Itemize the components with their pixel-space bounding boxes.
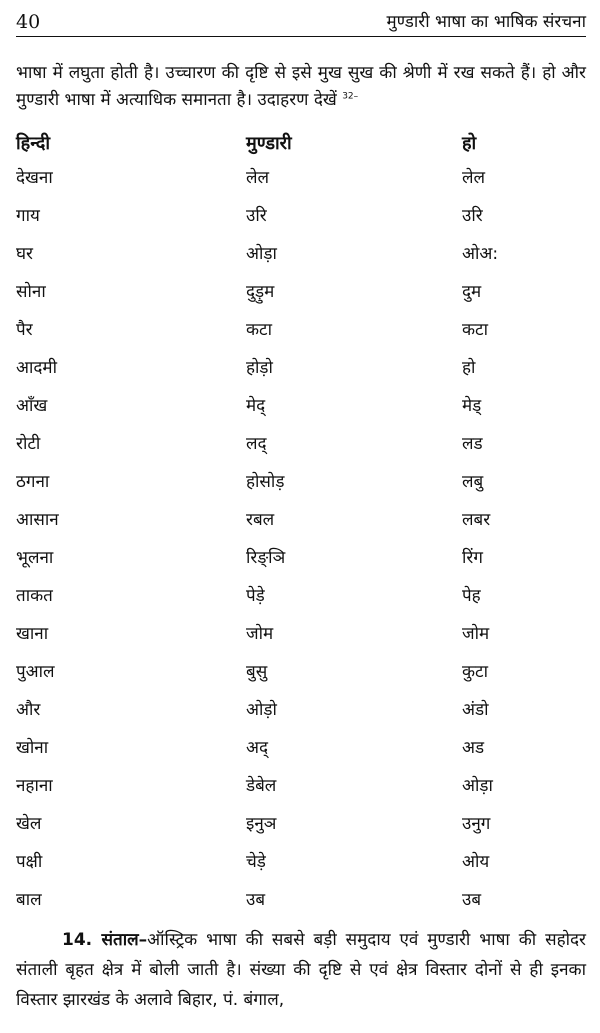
cell-hindi: ठगना: [16, 472, 50, 492]
cell-hindi: खाना: [16, 624, 49, 644]
cell-mundari: रबल: [246, 510, 275, 530]
cell-mundari: ओड़ो: [246, 700, 277, 720]
page-header: [16, 10, 586, 37]
table-row: [16, 811, 586, 849]
table-row: [16, 697, 586, 735]
table-row: [16, 773, 586, 811]
cell-ho: लड: [462, 434, 483, 454]
cell-hindi: देखना: [16, 168, 53, 188]
page-number: 40: [16, 11, 41, 33]
table-row: [16, 659, 586, 697]
intro-text: भाषा में लघुता होती है। उच्चारण की दृष्टि से इसे मुख सुख की श्रेणी में रख सकते हैं। हो और मुण्डारी भाषा में अत्याधिक समानता है। उदाहरण देखें: [16, 63, 586, 110]
cell-mundari: कटा: [246, 320, 273, 340]
cell-mundari: अद्: [246, 738, 269, 758]
table-row: [16, 165, 586, 203]
table-row: [16, 469, 586, 507]
cell-ho: हो: [462, 358, 476, 378]
cell-hindi: ताकत: [16, 586, 53, 606]
header-hindi: हिन्दी: [16, 133, 51, 154]
cell-ho: दुम: [462, 282, 482, 302]
cell-mundari: डेबेल: [246, 776, 277, 796]
cell-hindi: गाय: [16, 206, 40, 226]
cell-mundari: ओड़ा: [246, 244, 277, 264]
table-row: [16, 621, 586, 659]
cell-mundari: उब: [246, 890, 266, 910]
cell-hindi: आसान: [16, 510, 59, 530]
cell-mundari: बुसु: [246, 662, 268, 682]
table-row: [16, 393, 586, 431]
cell-ho: लबु: [462, 472, 484, 492]
cell-ho: ओड़ा: [462, 776, 493, 796]
cell-hindi: रोटी: [16, 434, 41, 454]
cell-ho: लेल: [462, 168, 486, 188]
cell-hindi: आँख: [16, 396, 48, 416]
table-row: [16, 355, 586, 393]
table-row: [16, 545, 586, 583]
cell-mundari: लेल: [246, 168, 270, 188]
cell-mundari: दुड़ुम: [246, 282, 275, 302]
section-text: ऑस्ट्रिक भाषा की सबसे बड़ी समुदाय एवं मुण्डारी भाषा की सहोदर संताली बृहत क्षेत्र में बोली जाती है। संख्या की दृष्टि से एवं क्षेत्र विस्तार दोनों से ही इनका विस्तार झारखंड के अलावे बिहार, पं. बंगाल,: [16, 930, 586, 1010]
table-row: [16, 507, 586, 545]
running-title: मुण्डारी भाषा का भाषिक संरचना: [386, 12, 586, 32]
cell-hindi: खेल: [16, 814, 42, 834]
cell-mundari: रिङ्ञि: [246, 548, 286, 568]
table-row: [16, 317, 586, 355]
table-row: [16, 241, 586, 279]
cell-ho: कुटा: [462, 662, 489, 682]
cell-mundari: इनुञ: [246, 814, 277, 834]
header-ho: हो: [462, 133, 477, 154]
word-comparison-table: [16, 131, 586, 925]
reference-superscript: 32–: [342, 91, 359, 102]
cell-mundari: चेड़े: [246, 852, 266, 872]
cell-ho: उब: [462, 890, 482, 910]
cell-ho: कटा: [462, 320, 489, 340]
cell-ho: लबर: [462, 510, 491, 530]
cell-ho: ओय: [462, 852, 490, 872]
cell-ho: रिंग: [462, 548, 483, 568]
table-row: [16, 887, 586, 925]
table-row: [16, 431, 586, 469]
section-heading: 14. संताल: [62, 930, 139, 950]
table-row: [16, 735, 586, 773]
cell-mundari: पेड़े: [246, 586, 265, 606]
cell-ho: अंडो: [462, 700, 489, 720]
cell-hindi: नहाना: [16, 776, 53, 796]
cell-ho: जोम: [462, 624, 490, 644]
cell-mundari: मेद्: [246, 396, 266, 416]
cell-hindi: पैर: [16, 320, 33, 340]
section-14-paragraph: [16, 925, 586, 1015]
cell-hindi: आदमी: [16, 358, 57, 378]
cell-ho: उरि: [462, 206, 483, 226]
cell-mundari: होसोड़: [246, 472, 285, 492]
cell-ho: ओअ:: [462, 244, 499, 264]
intro-paragraph: [16, 60, 586, 114]
header-mundari: मुण्डारी: [246, 133, 292, 154]
cell-mundari: जोम: [246, 624, 274, 644]
table-row: [16, 279, 586, 317]
cell-hindi: घर: [16, 244, 33, 264]
cell-ho: उनुग: [462, 814, 491, 834]
cell-mundari: लद्: [246, 434, 267, 454]
cell-hindi: बाल: [16, 890, 42, 910]
cell-ho: अड: [462, 738, 485, 758]
table-row: [16, 203, 586, 241]
table-row: [16, 849, 586, 887]
cell-ho: मेड्: [462, 396, 482, 416]
table-row: [16, 583, 586, 621]
section-dash: –: [138, 930, 148, 950]
cell-hindi: खोना: [16, 738, 49, 758]
cell-mundari: उरि: [246, 206, 267, 226]
table-header-row: [16, 131, 586, 165]
cell-hindi: और: [16, 700, 41, 720]
cell-hindi: पक्षी: [16, 852, 43, 872]
cell-ho: पेह: [462, 586, 481, 606]
cell-hindi: भूलना: [16, 548, 54, 568]
cell-hindi: सोना: [16, 282, 46, 302]
cell-hindi: पुआल: [16, 662, 55, 682]
cell-mundari: होड़ो: [246, 358, 273, 378]
